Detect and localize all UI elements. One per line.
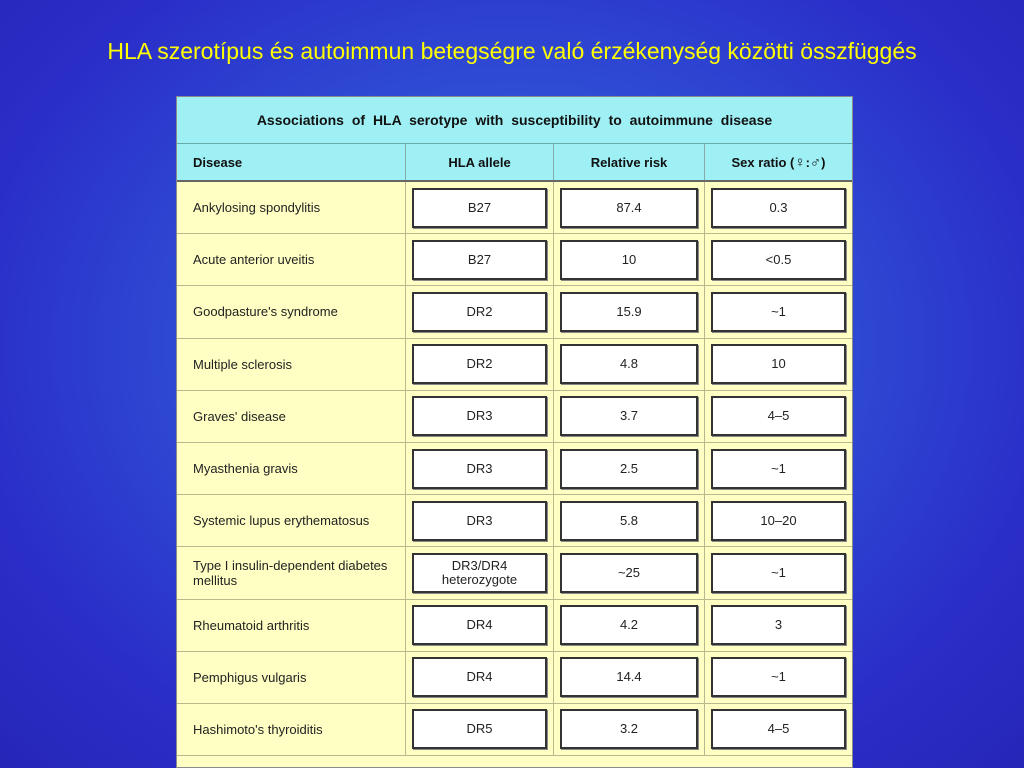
table-row [177,547,852,599]
relative-risk-cell: 4.8 [560,344,698,384]
relative-risk-cell-container [554,495,705,546]
allele-cell: DR4 [412,605,547,645]
relative-risk-cell: 87.4 [560,188,698,228]
sex-ratio-cell: ~1 [711,449,846,489]
disease-cell: Pemphigus vulgaris [177,652,406,703]
disease-cell: Systemic lupus erythematosus [177,495,406,546]
female-symbol-icon: ♀ [794,153,806,171]
allele-cell: DR5 [412,709,547,749]
sex-ratio-cell-container [705,391,852,442]
sex-ratio-cell-container [705,600,852,651]
header-sex-ratio-separator: : [805,154,810,170]
disease-cell: Goodpasture's syndrome [177,286,406,337]
table-row [177,443,852,495]
allele-cell: DR2 [412,292,547,332]
sex-ratio-cell: 4–5 [711,709,846,749]
allele-cell: B27 [412,240,547,280]
relative-risk-cell-container [554,286,705,337]
relative-risk-cell-container [554,339,705,390]
table-row [177,652,852,704]
male-symbol-icon: ♂ [809,153,822,171]
allele-cell-container [406,286,554,337]
relative-risk-cell: 14.4 [560,657,698,697]
allele-cell-container [406,339,554,390]
allele-cell-container [406,495,554,546]
header-sex-ratio [705,144,852,180]
sex-ratio-cell-container [705,652,852,703]
allele-cell: DR3 [412,396,547,436]
relative-risk-cell: ~25 [560,553,698,593]
header-disease: Disease [177,144,406,180]
relative-risk-cell: 10 [560,240,698,280]
table-row [177,182,852,234]
allele-cell: DR3/DR4 heterozygote [412,553,547,593]
table-row [177,600,852,652]
sex-ratio-cell: ~1 [711,292,846,332]
slide-title: HLA szerotípus és autoimmun betegségre való érzékenység közötti összfüggés [107,38,917,64]
sex-ratio-cell-container [705,443,852,494]
table-row [177,234,852,286]
header-sex-ratio-close: ) [821,154,826,170]
header-sex-ratio-label: Sex ratio ( [731,154,795,170]
sex-ratio-cell: 0.3 [711,188,846,228]
disease-cell: Hashimoto's thyroiditis [177,704,406,755]
relative-risk-cell-container [554,704,705,755]
allele-cell: DR2 [412,344,547,384]
disease-cell: Acute anterior uveitis [177,234,406,285]
sex-ratio-cell-container [705,182,852,233]
allele-cell-container [406,391,554,442]
table-row [177,286,852,338]
sex-ratio-cell: 3 [711,605,846,645]
table-body [177,182,852,756]
disease-cell: Graves' disease [177,391,406,442]
table-row [177,391,852,443]
allele-cell-container [406,182,554,233]
header-relative-risk: Relative risk [554,144,705,180]
allele-cell-container [406,443,554,494]
disease-cell: Myasthenia gravis [177,443,406,494]
sex-ratio-cell-container [705,286,852,337]
relative-risk-cell: 4.2 [560,605,698,645]
disease-cell: Type I insulin-dependent diabetes mellitus [177,547,406,598]
sex-ratio-cell-container [705,547,852,598]
relative-risk-cell: 2.5 [560,449,698,489]
disease-cell: Rheumatoid arthritis [177,600,406,651]
allele-cell: DR4 [412,657,547,697]
relative-risk-cell-container [554,652,705,703]
sex-ratio-cell: 10 [711,344,846,384]
relative-risk-cell-container [554,443,705,494]
relative-risk-cell: 3.2 [560,709,698,749]
table-title: Associations of HLA serotype with susceptibility to autoimmune disease [177,97,852,144]
relative-risk-cell-container [554,600,705,651]
disease-cell: Multiple sclerosis [177,339,406,390]
relative-risk-cell-container [554,391,705,442]
sex-ratio-cell-container [705,234,852,285]
allele-cell-container [406,652,554,703]
sex-ratio-cell: 10–20 [711,501,846,541]
allele-cell-container [406,600,554,651]
allele-cell: B27 [412,188,547,228]
disease-cell: Ankylosing spondylitis [177,182,406,233]
allele-cell-container [406,234,554,285]
sex-ratio-cell: 4–5 [711,396,846,436]
relative-risk-cell: 5.8 [560,501,698,541]
relative-risk-cell-container [554,182,705,233]
table-header-row [177,144,852,182]
hla-association-table [176,96,853,768]
sex-ratio-cell-container [705,339,852,390]
allele-cell: DR3 [412,449,547,489]
table-row [177,339,852,391]
table-row [177,704,852,756]
sex-ratio-cell: ~1 [711,657,846,697]
table-row [177,495,852,547]
relative-risk-cell-container [554,547,705,598]
relative-risk-cell-container [554,234,705,285]
relative-risk-cell: 3.7 [560,396,698,436]
relative-risk-cell: 15.9 [560,292,698,332]
sex-ratio-cell-container [705,495,852,546]
header-hla-allele: HLA allele [406,144,554,180]
allele-cell-container [406,704,554,755]
allele-cell-container [406,547,554,598]
sex-ratio-cell: ~1 [711,553,846,593]
sex-ratio-cell-container [705,704,852,755]
allele-cell: DR3 [412,501,547,541]
sex-ratio-cell: <0.5 [711,240,846,280]
